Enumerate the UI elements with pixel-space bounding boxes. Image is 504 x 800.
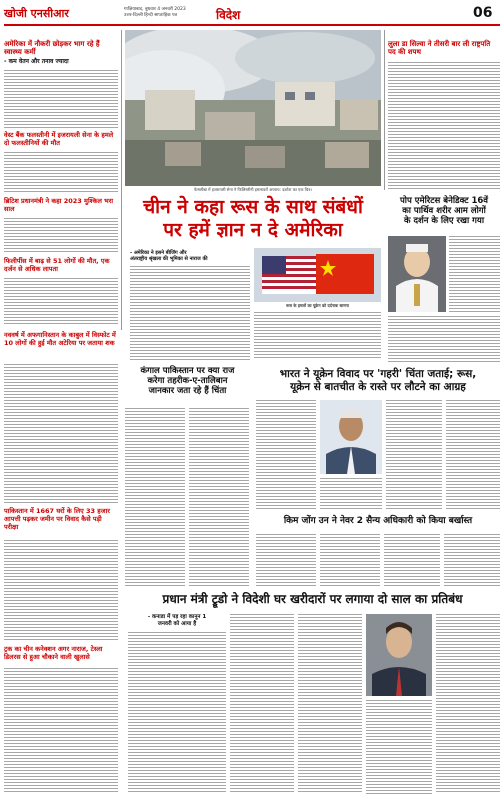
pope-headline [388, 196, 500, 227]
main-headline-line2: पर हमें ज्ञान न दे अमेरिका [163, 218, 343, 241]
brief-title: फिलीपींस में बाढ़ से 51 लोगों की मौत, एक दर्जन से अधिक लापता [4, 257, 110, 273]
trudeau-deck-line2: जनवरी को आया है [157, 620, 197, 627]
body-text [4, 278, 118, 326]
body-text [386, 400, 442, 510]
body-text [230, 614, 294, 794]
body-text [298, 614, 362, 794]
us-flag [262, 256, 320, 294]
dateline-subtitle: उत्तर-दिल्ली हिन्दी साप्ताहिक पत्र [124, 13, 178, 18]
brief-title: नववर्ष में अफगानिस्तान के काबुल में विस्फोट में 10 लोगों की हुई मौत अटेरिया पर जताया शक [4, 331, 116, 347]
body-text [4, 70, 118, 128]
flags-photo-caption: रूस के हमलों का यूक्रेन को दर्दनाक सामना [286, 303, 349, 308]
body-text [4, 364, 118, 504]
body-text [128, 632, 226, 794]
body-text [449, 236, 500, 312]
india-headline-line2: यूक्रेन से बातचीत के रास्ते पर लौटने का आग्रह [290, 380, 466, 393]
brief-title: अमेरिका में नौकरी छोड़कर भाग रहे हैं स्वास्थ्य कर्मी [4, 40, 100, 57]
pope-photo [388, 236, 446, 312]
pope-headline-line3: के दर्शन के लिए रखा गया [403, 216, 485, 227]
trudeau-headline-text: प्रधान मंत्री ट्रूडो ने विदेशी घर खरीदारों पर लगाया दो साल का प्रतिबंध [162, 592, 463, 606]
body-text [4, 152, 118, 194]
body-text [320, 534, 380, 588]
body-text [436, 614, 500, 794]
pakistan-headline-line1: कंगाल पाकिस्तान पर क्या राज [140, 366, 235, 376]
page-number: 06 [473, 5, 493, 21]
kim-headline [256, 516, 500, 527]
body-text [254, 312, 381, 360]
body-text [189, 408, 249, 586]
body-text [4, 218, 118, 254]
brief-philippines [4, 258, 118, 274]
trudeau-image [366, 614, 432, 696]
conflict-photo-caption: फेसलीबा में इजरायली सेना ने फिलिस्तीनी हमलावरों अपराध: दर्शाता का एक चित्र। [194, 187, 312, 192]
body-text [388, 62, 500, 190]
body-text [4, 540, 118, 640]
body-text [320, 478, 382, 510]
india-headline-line1: भारत ने यूक्रेन विवाद पर 'गहरी' चिंता जताई; रूस, [279, 368, 477, 380]
china-flag [316, 254, 374, 294]
brief-kabul [4, 332, 118, 348]
lula-story [388, 40, 500, 57]
flags-image [254, 248, 381, 302]
brief-title: वेस्ट बैंक फलस्तीनी में इजरायली सेना के हमले दो फलस्तीनियों की मौत [4, 131, 114, 147]
body-text [446, 400, 500, 510]
pakistan-headline-line2: करेगा तहरीक-ए-तालिबान [147, 376, 228, 387]
page-header [4, 4, 500, 26]
lula-title: लुला डा सिल्वा ने तीसरी बार ली राष्ट्रपति पद की शपथ [388, 40, 491, 57]
main-headline-line1: चीन ने कहा रूस के साथ संबंधों [143, 196, 363, 218]
trudeau-deck-line1: - कनाडा में पड़ रहा कानून 1 [147, 614, 207, 620]
brief-title: पाकिस्तान में 1667 घरों के लिए 33 हजार आपत्ती पढ़कर जमीन पर विवाद कैसे पड़ी परीक्षा [4, 507, 110, 531]
brief-title: ब्रिटिश प्रधानमंत्री ने कहा 2023 मुश्किल भरा साल [4, 197, 114, 213]
section-title: विदेश [216, 8, 241, 22]
dateline-date: गाज़ियाबाद, बुधवार 4 जनवरी 2023 [124, 7, 186, 12]
minister-photo [320, 400, 382, 474]
body-text [384, 534, 440, 588]
trudeau-headline [125, 592, 500, 606]
conflict-photo [125, 30, 381, 186]
main-deck [130, 250, 250, 262]
body-text [125, 408, 185, 586]
brief-subtitle: - कम वेतन और तनाव ज्यादा [4, 57, 69, 65]
body-text [4, 668, 118, 794]
trudeau-deck [128, 614, 226, 627]
brief-truck-china [4, 646, 118, 662]
body-text [256, 534, 316, 588]
masthead: खोजी एनसीआर [4, 7, 69, 20]
body-text [130, 266, 250, 360]
pakistan-headline [125, 366, 250, 397]
pope-headline-line2: का पार्थिव शरीर आम लोगों [402, 206, 486, 217]
body-text [256, 400, 316, 510]
main-deck-line1: - अमेरिका ने इसने बीजिंग और [130, 250, 187, 256]
minister-image [320, 400, 382, 474]
column-rule [384, 30, 385, 190]
body-text [444, 534, 500, 588]
brief-west-bank [4, 132, 118, 148]
flags-photo [254, 248, 381, 302]
brief-health-workers [4, 40, 118, 65]
brief-uk-pm [4, 198, 118, 214]
india-headline [256, 368, 500, 393]
brief-pakistan-homes [4, 508, 118, 531]
body-text [388, 316, 500, 364]
main-headline [125, 196, 381, 242]
pope-headline-line1: पोप एमेरिटस बेनेडिक्ट 16वें [399, 196, 489, 206]
column-rule [121, 30, 122, 330]
kim-headline-text: किम जोंग उन ने नेवर 2 सैन्य अधिकारी को किया बर्खास्त [283, 516, 473, 526]
pakistan-headline-line3: जानकार जता रहे हैं चिंता [148, 386, 227, 397]
trudeau-photo [366, 614, 432, 696]
body-text [366, 700, 432, 794]
conflict-photo-image [125, 30, 381, 186]
main-deck-line2: अंतराष्ट्रीय श्रृंखला की भूमिका से नाराज की [130, 256, 208, 262]
brief-title: ट्रक का चीन कनेक्शन अगर नाराज, टेस्ला डिलरस से हुआ चौकाने वाली खुलासे [4, 645, 103, 661]
pope-image [388, 236, 446, 312]
